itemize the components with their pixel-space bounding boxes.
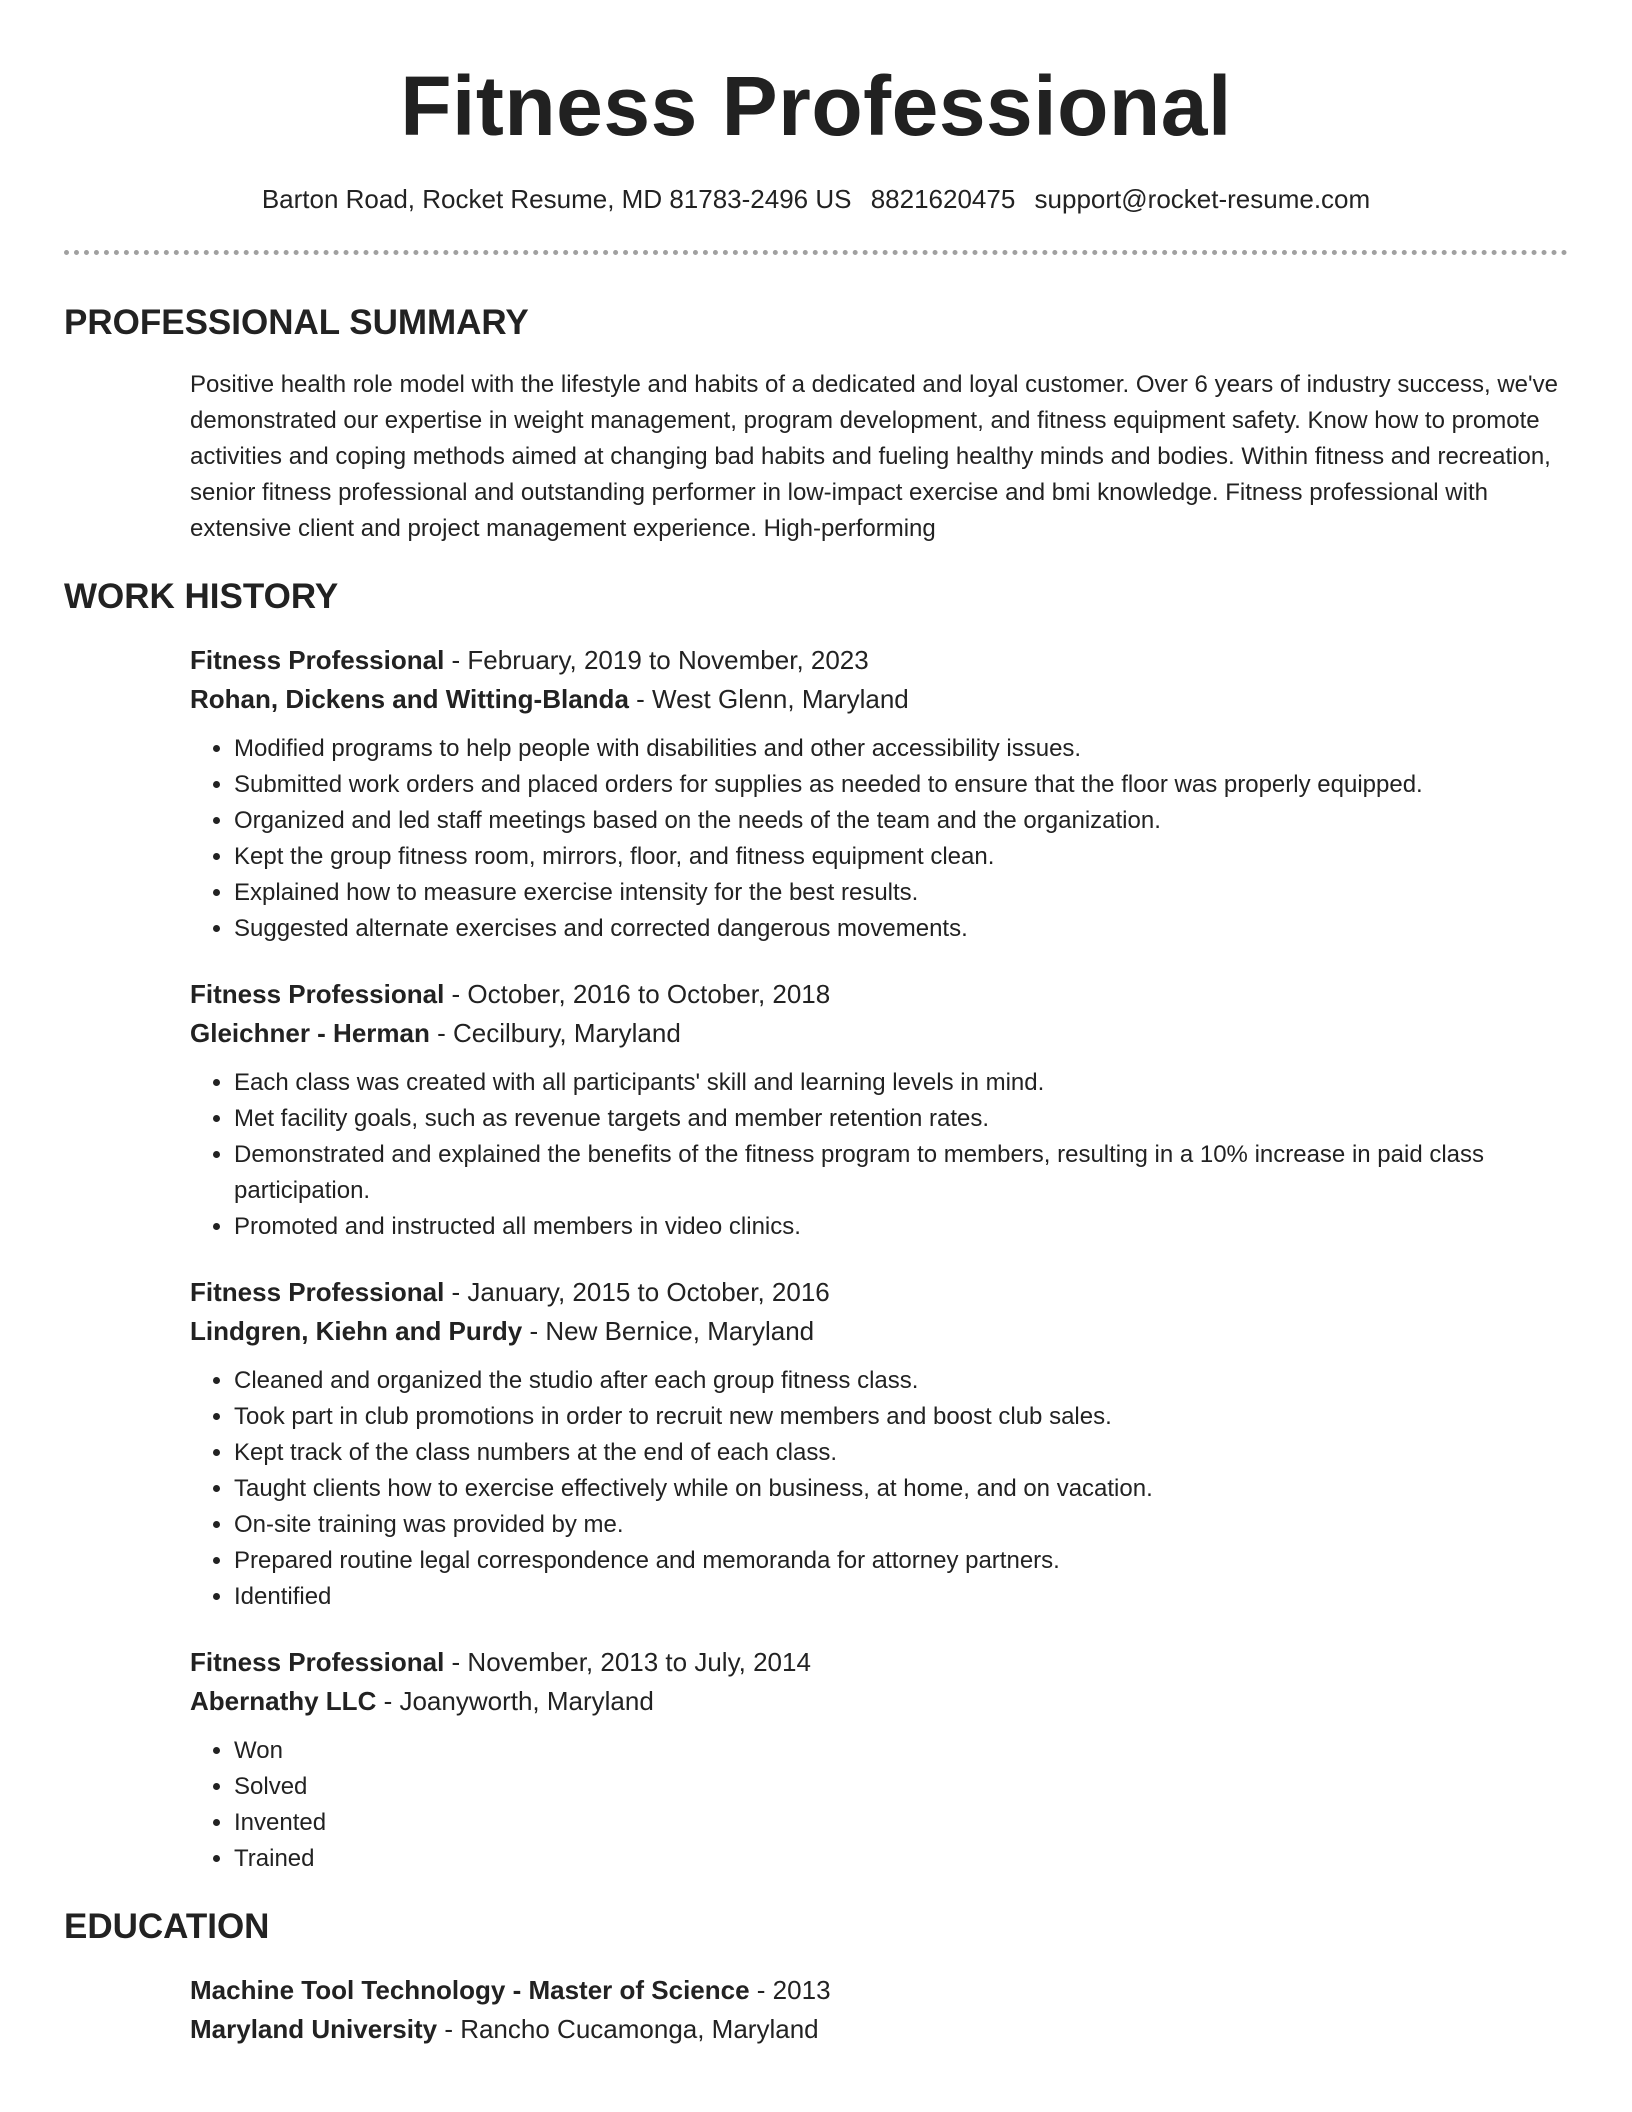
- contact-email: support@rocket-resume.com: [1034, 184, 1371, 214]
- job-company-line: [190, 680, 1568, 719]
- bullet-item: • Invented: [234, 1805, 1568, 1841]
- section-title-education: EDUCATION: [64, 1907, 270, 1946]
- job-title-line: [190, 1273, 1568, 1312]
- bullet-item: • Taught clients how to exercise effectively while on business, at home, and on vacation.: [234, 1471, 1568, 1507]
- resume-page: [64, 0, 1568, 2049]
- job-company-line: [190, 1682, 1568, 1721]
- job-bullets: [190, 1363, 1568, 1615]
- education-degree: Machine Tool Technology - Master of Science: [190, 1975, 750, 2005]
- bullet-item: • Kept track of the class numbers at the end of each class.: [234, 1435, 1568, 1471]
- education-school: Maryland University: [190, 2014, 438, 2044]
- section-title-summary: PROFESSIONAL SUMMARY: [64, 303, 529, 342]
- job-title: Fitness Professional: [190, 1277, 445, 1307]
- bullet-item: • Submitted work orders and placed orders for supplies as needed to ensure that the floor was properly equipped.: [234, 767, 1568, 803]
- job-title-line: [190, 1643, 1568, 1682]
- job-dates: - October, 2016 to October, 2018: [444, 979, 831, 1009]
- bullet-item: • Cleaned and organized the studio after each group fitness class.: [234, 1363, 1568, 1399]
- job-title-line: [190, 975, 1568, 1014]
- bullet-item: • Kept the group fitness room, mirrors, floor, and fitness equipment clean.: [234, 839, 1568, 875]
- job-entry: [190, 1273, 1568, 1615]
- bullet-item: • Each class was created with all participants' skill and learning levels in mind.: [234, 1065, 1568, 1101]
- bullet-item: • Organized and led staff meetings based on the needs of the team and the organization.: [234, 803, 1568, 839]
- section-title-work-history: WORK HISTORY: [64, 577, 339, 616]
- job-bullets: [190, 731, 1568, 947]
- job-dates: - February, 2019 to November, 2023: [444, 645, 869, 675]
- job-location: - Joanyworth, Maryland: [376, 1686, 654, 1716]
- education-entry: [190, 1971, 1568, 2049]
- education-location: - Rancho Cucamonga, Maryland: [437, 2014, 819, 2044]
- job-location: - Cecilbury, Maryland: [429, 1018, 681, 1048]
- job-company-line: [190, 1312, 1568, 1351]
- contact-address: Barton Road, Rocket Resume, MD 81783-2496 US: [261, 184, 852, 214]
- bullet-item: • Took part in club promotions in order to recruit new members and boost club sales.: [234, 1399, 1568, 1435]
- work-history-list: [190, 641, 1568, 1877]
- contact-phone: 8821620475: [870, 184, 1016, 214]
- bullet-item: • Demonstrated and explained the benefits of the fitness program to members, resulting in a 10% increase in paid class participation.: [234, 1137, 1568, 1209]
- bullet-item: • Solved: [234, 1769, 1568, 1805]
- education-degree-line: [190, 1971, 1568, 2010]
- bullet-item: • Modified programs to help people with disabilities and other accessibility issues.: [234, 731, 1568, 767]
- education-school-line: [190, 2010, 1568, 2049]
- bullet-item: • Suggested alternate exercises and corrected dangerous movements.: [234, 911, 1568, 947]
- bullet-item: • Won: [234, 1733, 1568, 1769]
- job-title: Fitness Professional: [190, 645, 445, 675]
- contact-line: [64, 182, 1568, 216]
- job-dates: - November, 2013 to July, 2014: [444, 1647, 811, 1677]
- job-company: Abernathy LLC: [190, 1686, 377, 1716]
- bullet-item: • Identified: [234, 1579, 1568, 1615]
- bullet-item: • On-site training was provided by me.: [234, 1507, 1568, 1543]
- page-title: Fitness Professional: [400, 59, 1232, 153]
- job-title: Fitness Professional: [190, 979, 445, 1009]
- job-bullets: [190, 1065, 1568, 1245]
- job-company: Gleichner - Herman: [190, 1018, 430, 1048]
- job-dates: - January, 2015 to October, 2016: [444, 1277, 830, 1307]
- job-entry: [190, 975, 1568, 1245]
- job-bullets: [190, 1733, 1568, 1877]
- job-location: - New Bernice, Maryland: [522, 1316, 815, 1346]
- bullet-item: • Trained: [234, 1841, 1568, 1877]
- job-location: - West Glenn, Maryland: [628, 684, 909, 714]
- job-company-line: [190, 1014, 1568, 1053]
- job-entry: [190, 1643, 1568, 1877]
- bullet-item: • Prepared routine legal correspondence and memoranda for attorney partners.: [234, 1543, 1568, 1579]
- job-title: Fitness Professional: [190, 1647, 445, 1677]
- bullet-item: • Promoted and instructed all members in video clinics.: [234, 1209, 1568, 1245]
- job-title-line: [190, 641, 1568, 680]
- summary-text: Positive health role model with the lifestyle and habits of a dedicated and loyal customer. Over 6 years of industry success, we've demonstrated our expertise in weight management, program development, and fitness equipment safety. Know how to promote activities and coping methods aimed at changing bad habits and fueling healthy minds and bodies. Within fitness and recreation, senior fitness professional and outstanding performer in low-impact exercise and bmi knowledge. Fitness professional with extensive client and project management experience. High-performing: [190, 371, 1558, 542]
- education-year: - 2013: [749, 1975, 831, 2005]
- bullet-item: • Met facility goals, such as revenue targets and member retention rates.: [234, 1101, 1568, 1137]
- job-company: Rohan, Dickens and Witting-Blanda: [190, 684, 629, 714]
- job-entry: [190, 641, 1568, 947]
- job-company: Lindgren, Kiehn and Purdy: [190, 1316, 523, 1346]
- header-divider: [64, 250, 1568, 255]
- bullet-item: • Explained how to measure exercise intensity for the best results.: [234, 875, 1568, 911]
